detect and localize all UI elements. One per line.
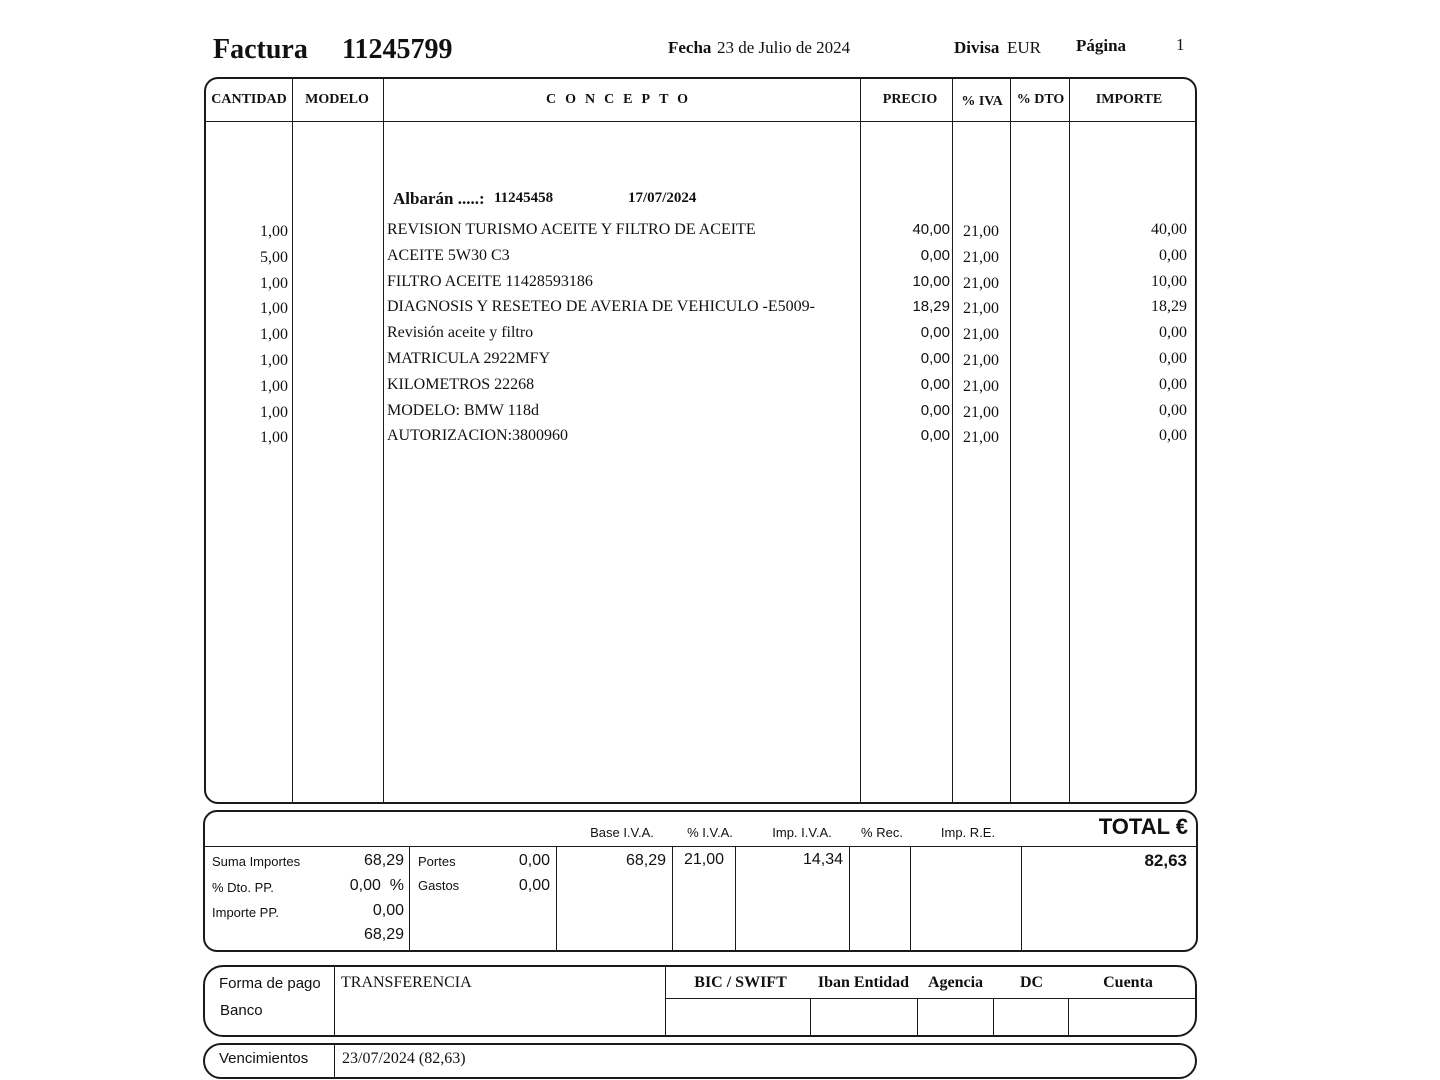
- row-amount: 18,29: [1151, 298, 1187, 316]
- vat-base-header: Base I.V.A.: [590, 825, 654, 840]
- row-concept: MATRICULA 2922MFY: [387, 350, 551, 367]
- table-row: [0, 244, 1440, 268]
- vat-amount-header: Imp. I.V.A.: [772, 825, 832, 840]
- table-row: [0, 218, 1440, 242]
- amount-pp-label: Importe PP.: [212, 905, 279, 920]
- row-vat: 21,00: [963, 274, 999, 292]
- due-dates-value: 23/07/2024 (82,63): [342, 1050, 466, 1067]
- row-vat: 21,00: [963, 300, 999, 318]
- row-concept: DIAGNOSIS Y RESETEO DE AVERIA DE VEHICULO -E5009-: [387, 298, 815, 316]
- row-amount: 0,00: [1159, 375, 1187, 393]
- row-concept: AUTORIZACION:3800960: [387, 427, 569, 445]
- payment-divider: [810, 999, 811, 1036]
- vat-pct-header: % I.V.A.: [687, 825, 733, 840]
- totals-divider: [1021, 847, 1022, 951]
- column-header-amount: IMPORTE: [1095, 92, 1163, 107]
- row-concept: KILOMETROS 22268: [387, 375, 535, 393]
- row-quantity: 1,00: [260, 377, 288, 395]
- shipping-value: 0,00: [518, 852, 550, 869]
- column-header-concept: CONCEPTO: [545, 92, 698, 107]
- row-vat: 21,00: [963, 248, 999, 266]
- vat-base-value: 68,29: [625, 852, 666, 869]
- payment-method-label: Forma de pago: [219, 975, 321, 992]
- column-header-quantity: CANTIDAD: [211, 92, 287, 107]
- payment-divider: [917, 999, 918, 1036]
- discount-pp-label: % Dto. PP.: [212, 880, 274, 895]
- totals-divider: [849, 847, 850, 951]
- row-price: 0,00: [920, 350, 950, 367]
- bank-label: Banco: [220, 1002, 263, 1019]
- row-vat: 21,00: [963, 429, 999, 447]
- row-price: 0,00: [920, 246, 950, 264]
- dc-header: DC: [1019, 974, 1044, 991]
- delivery-note-label: Albarán .....:: [393, 189, 485, 208]
- table-header-divider: [205, 121, 1196, 122]
- row-quantity: 1,00: [260, 300, 288, 318]
- rec-pct-header: % Rec.: [861, 825, 903, 840]
- row-quantity: 1,00: [260, 352, 288, 369]
- totals-divider: [735, 847, 736, 951]
- row-vat: 21,00: [963, 352, 999, 369]
- date-label: Fecha: [668, 38, 712, 57]
- row-quantity: 1,00: [260, 223, 288, 240]
- page-label: Página: [1076, 36, 1127, 55]
- sum-value: 68,29: [363, 852, 404, 869]
- payment-divider: [993, 999, 994, 1036]
- row-amount: 0,00: [1159, 401, 1187, 419]
- table-row: [0, 347, 1440, 371]
- row-amount: 0,00: [1159, 350, 1187, 367]
- date-value: 23 de Julio de 2024: [717, 38, 851, 57]
- sum-label: Suma Importes: [212, 854, 301, 869]
- payment-method-value: TRANSFERENCIA: [341, 974, 472, 991]
- payment-header-divider: [666, 998, 1196, 999]
- totals-divider: [556, 847, 557, 951]
- row-concept: REVISION TURISMO ACEITE Y FILTRO DE ACEITE: [387, 221, 756, 238]
- row-amount: 10,00: [1151, 272, 1187, 290]
- totals-header-divider: [204, 846, 1197, 847]
- expenses-label: Gastos: [418, 878, 460, 893]
- row-vat: 21,00: [963, 223, 999, 240]
- subtotal-value: 68,29: [363, 926, 404, 943]
- column-header-model: MODELO: [305, 92, 369, 107]
- currency-value: EUR: [1007, 38, 1041, 57]
- table-row: [0, 321, 1440, 345]
- row-price: 0,00: [920, 427, 950, 445]
- payment-divider: [334, 966, 335, 1036]
- column-header-vat: % IVA: [961, 94, 1003, 109]
- row-vat: 21,00: [963, 403, 999, 421]
- row-price: 18,29: [912, 298, 950, 316]
- row-quantity: 1,00: [260, 403, 288, 421]
- table-row: [0, 399, 1440, 423]
- row-price: 40,00: [912, 221, 950, 238]
- table-row: [0, 373, 1440, 397]
- row-amount: 40,00: [1151, 221, 1187, 238]
- row-concept: Revisión aceite y filtro: [387, 324, 534, 342]
- re-amount-header: Imp. R.E.: [940, 825, 996, 840]
- row-quantity: 1,00: [260, 429, 288, 447]
- vat-pct-value: 21,00: [683, 851, 725, 868]
- agency-header: Agencia: [927, 974, 984, 991]
- shipping-label: Portes: [418, 854, 456, 869]
- expenses-value: 0,00: [518, 877, 550, 894]
- row-price: 0,00: [920, 324, 950, 342]
- due-dates-divider: [334, 1044, 335, 1078]
- row-price: 0,00: [920, 375, 950, 393]
- totals-divider: [409, 847, 410, 951]
- column-header-discount: % DTO: [1016, 92, 1065, 107]
- invoice-label: Factura: [213, 34, 308, 65]
- row-vat: 21,00: [963, 326, 999, 344]
- row-quantity: 1,00: [260, 326, 288, 344]
- totals-divider: [672, 847, 673, 951]
- table-row: [0, 270, 1440, 294]
- delivery-note-number: 11245458: [494, 190, 554, 206]
- table-row: [0, 424, 1440, 448]
- row-amount: 0,00: [1159, 324, 1187, 342]
- column-header-price: PRECIO: [882, 92, 938, 107]
- row-vat: 21,00: [963, 377, 999, 395]
- iban-header: Iban Entidad: [817, 974, 910, 991]
- account-header: Cuenta: [1103, 974, 1153, 991]
- row-concept: FILTRO ACEITE 11428593186: [387, 272, 593, 290]
- table-row: [0, 295, 1440, 319]
- total-value: 82,63: [1144, 851, 1187, 870]
- delivery-note-date: 17/07/2024: [628, 190, 697, 206]
- currency-label: Divisa: [954, 38, 1000, 57]
- amount-pp-value: 0,00: [372, 902, 404, 919]
- due-dates-label: Vencimientos: [219, 1050, 309, 1067]
- bic-swift-header: BIC / SWIFT: [694, 974, 787, 991]
- row-quantity: 1,00: [260, 274, 288, 292]
- invoice-number: 11245799: [342, 34, 453, 65]
- row-concept: ACEITE 5W30 C3: [387, 246, 510, 264]
- row-amount: 0,00: [1159, 246, 1187, 264]
- row-price: 10,00: [912, 272, 950, 290]
- row-concept: MODELO: BMW 118d: [387, 401, 539, 419]
- totals-divider: [910, 847, 911, 951]
- total-header: TOTAL €: [1098, 814, 1188, 839]
- page-number: 1: [1176, 35, 1185, 54]
- row-price: 0,00: [920, 401, 950, 419]
- vat-amount-value: 14,34: [802, 851, 843, 868]
- row-amount: 0,00: [1159, 427, 1187, 445]
- row-quantity: 5,00: [260, 248, 288, 266]
- discount-pp-value: 0,00 %: [349, 877, 404, 894]
- payment-divider: [1068, 999, 1069, 1036]
- payment-divider: [665, 966, 666, 1036]
